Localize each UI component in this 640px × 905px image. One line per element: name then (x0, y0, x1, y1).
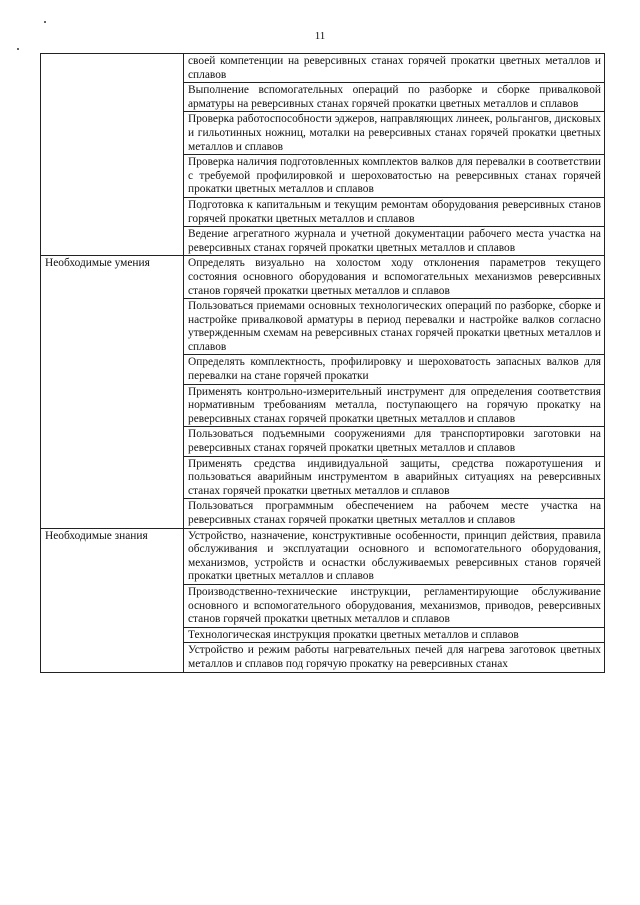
row-category-label: Необходимые знания (41, 528, 184, 672)
requirement-item: Производственно-технические инструкции, регламентирующие обслуживание основного и вспомогательного оборудования, механизмов, приводов, реверсивных станов горячей прокатки цветных металлов и сплавов (184, 584, 605, 627)
requirement-item: Применять средства индивидуальной защиты, средства пожаротушения и пользоваться аварийным инструментом в аварийных ситуациях на реверсивных станах горячей прокатки цветных металлов и сплавов (184, 456, 605, 499)
requirement-item: Пользоваться подъемными сооружениями для транспортировки заготовки на реверсивных станах горячей прокатки цветных металлов и сплавов (184, 427, 605, 456)
row-category-label (41, 54, 184, 256)
requirement-item: Устройство, назначение, конструктивные особенности, принцип действия, правила обслуживания и эксплуатации основного и вспомогательного оборудования, механизмов, устройств и оснастки обслуживаемых реверсивных станов горячей прокатки цветных металлов и сплавов (184, 528, 605, 584)
requirement-item: Подготовка к капитальным и текущим ремонтам оборудования реверсивных станов горячей прокатки цветных металлов и сплавов (184, 197, 605, 226)
requirement-item: Определять визуально на холостом ходу отклонения параметров текущего состояния основного оборудования и вспомогательных механизмов реверсивных станов горячей прокатки цветных металлов и сплавов (184, 256, 605, 299)
scan-speck (17, 48, 19, 50)
table-row (41, 256, 605, 299)
requirement-item: Определять комплектность, профилировку и шероховатость запасных валков для перевалки на стане горячей прокатки (184, 355, 605, 384)
table-row (41, 528, 605, 584)
row-category-label: Необходимые умения (41, 256, 184, 528)
requirement-item: Пользоваться приемами основных технологических операций по разборке, сборке и настройке привалковой арматуры в период перевалки и настройке валков согласно утвержденным схемам на реверсивных станах горячей прокатки цветных металлов и сплавов (184, 299, 605, 355)
requirement-item: Устройство и режим работы нагревательных печей для нагрева заготовок цветных металлов и сплавов под горячую прокатку на реверсивных станах (184, 643, 605, 672)
requirements-table (40, 53, 605, 673)
page-number: 11 (314, 30, 326, 42)
requirement-item: Проверка работоспособности эджеров, направляющих линеек, рольгангов, дисковых и гильотинных ножниц, моталки на реверсивных станах горячей прокатки цветных металлов и сплавов (184, 112, 605, 155)
table-row (41, 54, 605, 83)
requirement-item: своей компетенции на реверсивных станах горячей прокатки цветных металлов и сплавов (184, 54, 605, 83)
requirements-table-body (41, 54, 605, 673)
requirement-item: Применять контрольно-измерительный инструмент для определения соответствия нормативным требованиям металла, поступающего на горячую прокатку на реверсивных станах горячей прокатки цветных металлов и сплавов (184, 384, 605, 427)
requirement-item: Технологическая инструкция прокатки цветных металлов и сплавов (184, 627, 605, 643)
requirement-item: Проверка наличия подготовленных комплектов валков для перевалки в соответствии с требуемой профилировкой и шероховатостью на реверсивных станах горячей прокатки цветных металлов и сплавов (184, 155, 605, 198)
scan-speck (44, 21, 46, 23)
requirement-item: Выполнение вспомогательных операций по разборке и сборке привалковой арматуры на реверсивных станах горячей прокатки цветных металлов и сплавов (184, 83, 605, 112)
requirement-item: Ведение агрегатного журнала и учетной документации рабочего места участка на реверсивных станах горячей прокатки цветных металлов и сплавов (184, 227, 605, 256)
requirement-item: Пользоваться программным обеспечением на рабочем месте участка на реверсивных станах горячей прокатки цветных металлов и сплавов (184, 499, 605, 528)
